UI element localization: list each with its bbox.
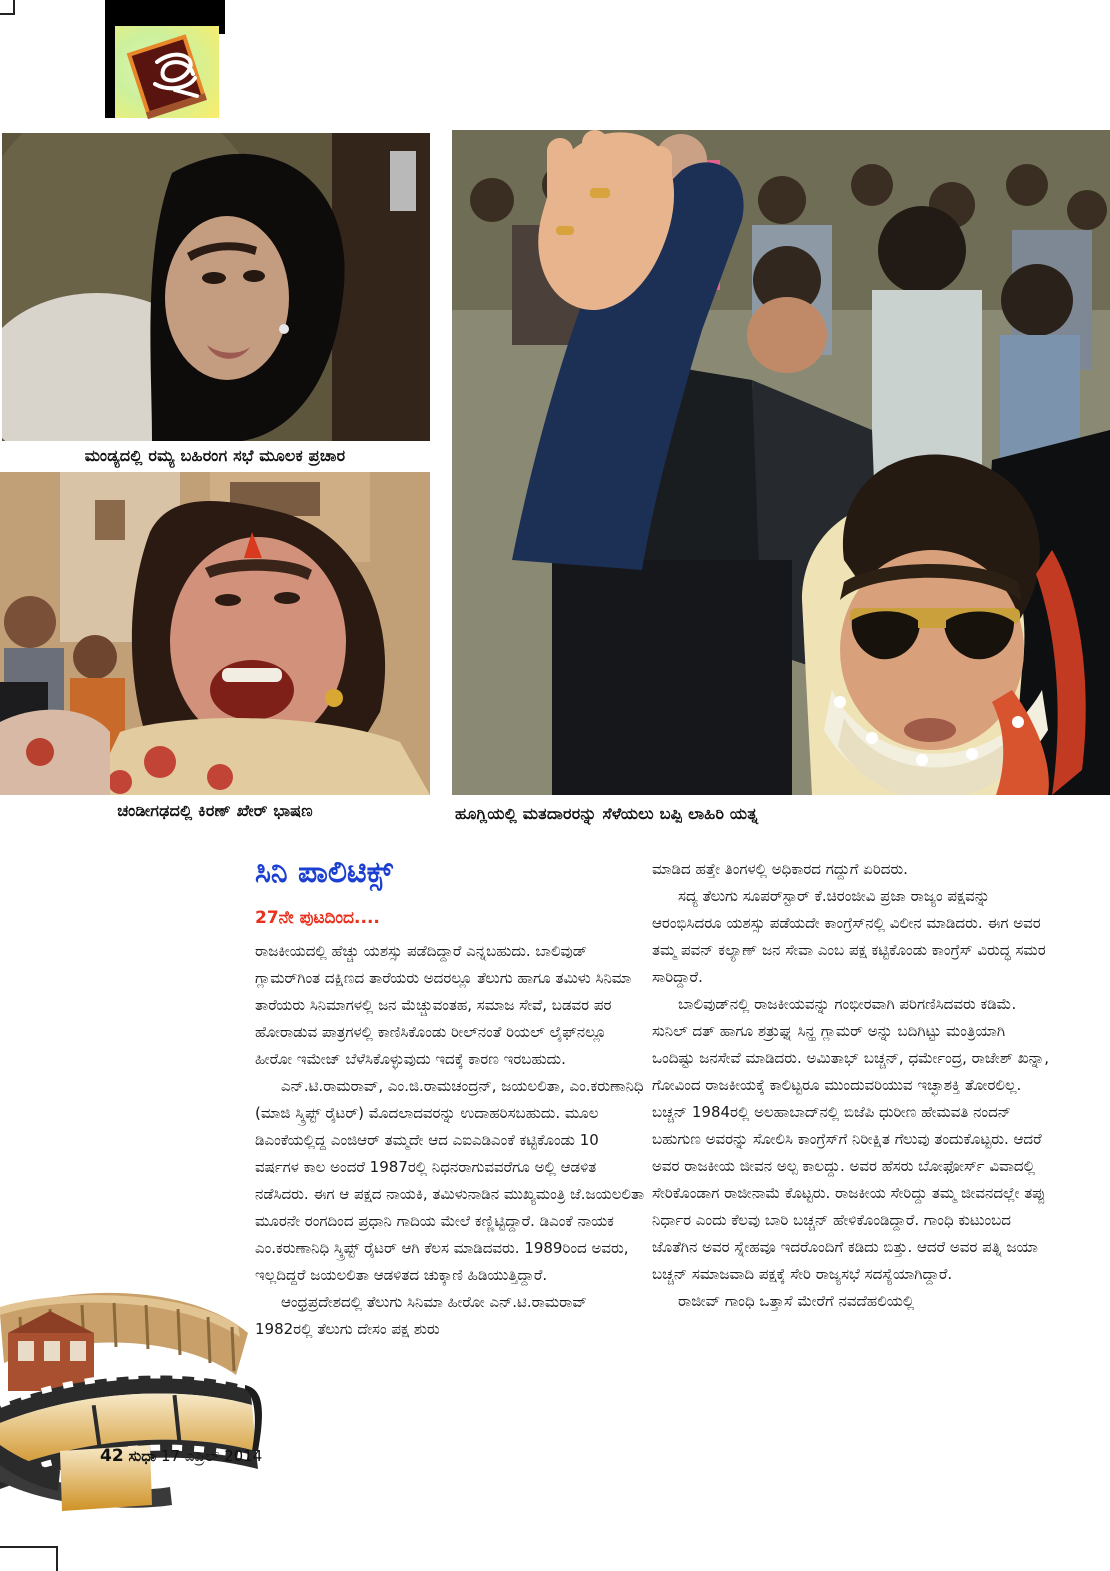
page-number: 42: [100, 1446, 124, 1466]
article-headline: ಸಿನಿ ಪಾಲಿಟಿಕ್ಸ್: [255, 855, 393, 890]
photo-caption-bappi: ಹೂಗ್ಲಿಯಲ್ಲಿ ಮತದಾರರನ್ನು ಸೆಳೆಯಲು ಬಪ್ಪಿ ಲಾಹಿರಿ ಯತ್ನ: [455, 804, 759, 823]
photo-caption-ramya: ಮಂಡ್ಯದಲ್ಲಿ ರಮ್ಯ ಬಹಿರಂಗ ಸಭೆ ಮೂಲಕ ಪ್ರಚಾರ: [84, 446, 346, 465]
issue-date: 17 ಎಪ್ರಿಲ್ 2014: [160, 1447, 263, 1465]
photo-ramya-campaign: [2, 133, 430, 441]
sudha-cinema-logo-icon: [105, 0, 225, 120]
ramya-photo-illustration: [2, 133, 430, 441]
parliament-filmstrip-icon: [0, 1255, 265, 1515]
parliament-filmstrip-illustration: [0, 1255, 265, 1515]
paragraph: ಆಂಧ್ರಪ್ರದೇಶದಲ್ಲಿ ತೆಲುಗು ಸಿನಿಮಾ ಹೀರೋ ಎನ್.ಟಿ.ರಾಮರಾವ್ 1982ರಲ್ಲಿ ತೆಲುಗು ದೇಸಂ ಪಕ್ಷ ಶುರು: [255, 1293, 587, 1338]
crop-mark-top-left: [0, 0, 15, 15]
kirron-photo-illustration: [0, 472, 430, 795]
paragraph: ರಾಜಕೀಯದಲ್ಲಿ ಹೆಚ್ಚು ಯಶಸ್ಸು ಪಡೆದಿದ್ದಾರೆ ಎನ್ನಬಹುದು. ಬಾಲಿವುಡ್ ಗ್ಲಾಮರ್‌ಗಿಂತ ದಕ್ಷಿಣದ ತಾರೆಯರು ಅದರಲ್ಲೂ ತೆಲುಗು ಹಾಗೂ ತಮಿಳು ಸಿನಿಮಾ ತಾರೆಯರು ಸಿನಿಮಾಗಳಲ್ಲಿ ಜನ ಮೆಚ್ಚುವಂತಹ, ಸಮಾಜ ಸೇವೆ, ಬಡವರ ಪರ ಹೋರಾಡುವ ಪಾತ್ರಗಳಲ್ಲಿ ಕಾಣಿಸಿಕೊಂಡು ರೀಲ್‌ನಂತೆ ರಿಯಲ್ ಲೈಫ್‌ನಲ್ಲೂ ಹೀರೋ ಇಮೇಜ್ ಬೆಳೆಸಿಕೊಳ್ಳುವುದು ಇದಕ್ಕೆ ಕಾರಣ ಇರಬಹುದು.: [255, 942, 632, 1068]
article-right-column: [652, 856, 1050, 1446]
paragraph: ಮಾಡಿದ ಹತ್ತೇ ತಿಂಗಳಲ್ಲಿ ಅಧಿಕಾರದ ಗದ್ದುಗೆ ಏರಿದರು.: [652, 860, 908, 878]
photo-kirron-kher: [0, 472, 430, 795]
paragraph: ರಾಜೀವ್ ಗಾಂಧಿ ಒತ್ತಾಸೆ ಮೇರೆಗೆ ನವದೆಹಲಿಯಲ್ಲಿ: [678, 1292, 915, 1310]
photo-bappi-lahiri: [452, 130, 1110, 795]
bappi-photo-illustration: [452, 130, 1110, 795]
paragraph: ಸದ್ಯ ತೆಲುಗು ಸೂಪರ್‌ಸ್ಟಾರ್ ಕೆ.ಚಿರಂಜೀವಿ ಪ್ರಜಾ ರಾಜ್ಯಂ ಪಕ್ಷವನ್ನು ಆರಂಭಿಸಿದರೂ ಯಶಸ್ಸು ಪಡೆಯದೇ ಕಾಂಗ್ರೆಸ್‌ನಲ್ಲಿ ವಿಲೀನ ಮಾಡಿದರು. ಈಗ ಅವರ ತಮ್ಮ ಪವನ್ ಕಲ್ಯಾಣ್ ಜನ ಸೇವಾ ಎಂಬ ಪಕ್ಷ ಕಟ್ಟಿಕೊಂಡು ಕಾಂಗ್ರೆಸ್ ವಿರುದ್ಧ ಸಮರ ಸಾರಿದ್ದಾರೆ.: [652, 887, 1046, 986]
paragraph: ಎನ್.ಟಿ.ರಾಮರಾವ್, ಎಂ.ಜಿ.ರಾಮಚಂದ್ರನ್, ಜಯಲಲಿತಾ, ಎಂ.ಕರುಣಾನಿಧಿ (ಮಾಜಿ ಸ್ಕ್ರಿಪ್ಟ್ ರೈಟರ್) ಮೊದಲಾದವರನ್ನು ಉದಾಹರಿಸಬಹುದು. ಮೂಲ ಡಿಎಂಕೆಯಲ್ಲಿದ್ದ ಎಂಜಿಆರ್ ತಮ್ಮದೇ ಆದ ಎಐಎಡಿಎಂಕೆ ಕಟ್ಟಿಕೊಂಡು 10 ವರ್ಷಗಳ ಕಾಲ ಅಂದರೆ 1987ರಲ್ಲಿ ನಿಧನರಾಗುವವರೆಗೂ ಅಲ್ಲಿ ಆಡಳಿತ ನಡೆಸಿದರು. ಈಗ ಆ ಪಕ್ಷದ ನಾಯಕಿ, ತಮಿಳುನಾಡಿನ ಮುಖ್ಯಮಂತ್ರಿ ಜೆ.ಜಯಲಲಿತಾ ಮೂರನೇ ರಂಗದಿಂದ ಪ್ರಧಾನಿ ಗಾದಿಯ ಮೇಲೆ ಕಣ್ಣಿಟ್ಟಿದ್ದಾರೆ. ಡಿಎಂಕೆ ನಾಯಕ ಎಂ.ಕರುಣಾನಿಧಿ ಸ್ಕ್ರಿಪ್ಟ್ ರೈಟರ್ ಆಗಿ ಕೆಲಸ ಮಾಡಿದವರು. 1989ರಿಂದ ಅವರು, ಇಲ್ಲದಿದ್ದರೆ ಜಯಲಲಿತಾ ಆಡಳಿತದ ಚುಕ್ಕಾಣಿ ಹಿಡಿಯುತ್ತಿದ್ದಾರೆ.: [255, 1077, 645, 1284]
page-footer: [100, 1446, 380, 1466]
photo-caption-kirron: ಚಂಡೀಗಢದಲ್ಲಿ ಕಿರಣ್ ಖೇರ್ ಭಾಷಣ: [117, 801, 313, 820]
paragraph: ಬಾಲಿವುಡ್‌ನಲ್ಲಿ ರಾಜಕೀಯವನ್ನು ಗಂಭೀರವಾಗಿ ಪರಿಗಣಿಸಿದವರು ಕಡಿಮೆ. ಸುನಿಲ್ ದತ್ ಹಾಗೂ ಶತ್ರುಘ್ನ ಸಿನ್ಹ ಗ್ಲಾಮರ್ ಅನ್ನು ಬದಿಗಿಟ್ಟು ಮಂತ್ರಿಯಾಗಿ ಒಂದಿಷ್ಟು ಜನಸೇವೆ ಮಾಡಿದರು. ಅಮಿತಾಭ್ ಬಚ್ಚನ್, ಧರ್ಮೇಂದ್ರ, ರಾಜೇಶ್ ಖನ್ನಾ, ಗೋವಿಂದ ರಾಜಕೀಯಕ್ಕೆ ಕಾಲಿಟ್ಟರೂ ಮುಂದುವರಿಯುವ ಇಚ್ಛಾಶಕ್ತಿ ತೋರಲಿಲ್ಲ. ಬಚ್ಚನ್ 1984ರಲ್ಲಿ ಅಲಹಾಬಾದ್‌ನಲ್ಲಿ ಬಿಜೆಪಿ ಧುರೀಣ ಹೇಮವತಿ ನಂದನ್ ಬಹುಗುಣ ಅವರನ್ನು ಸೋಲಿಸಿ ಕಾಂಗ್ರೆಸ್‌ಗೆ ನಿರೀಕ್ಷಿತ ಗೆಲುವು ತಂದುಕೊಟ್ಟರು. ಆದರೆ ಅವರ ರಾಜಕೀಯ ಜೀವನ ಅಲ್ಪ ಕಾಲದ್ದು. ಅವರ ಹೆಸರು ಬೋಫೋರ್ಸ್ ವಿವಾದಲ್ಲಿ ಸೇರಿಕೊಂಡಾಗ ರಾಜೀನಾಮೆ ಕೊಟ್ಟರು. ರಾಜಕೀಯ ಸೇರಿದ್ದು ತಮ್ಮ ಜೀವನದಲ್ಲೇ ತಪ್ಪು ನಿರ್ಧಾರ ಎಂದು ಕೆಲವು ಬಾರಿ ಬಚ್ಚನ್ ಹೇಳಿಕೊಂಡಿದ್ದಾರೆ. ಗಾಂಧಿ ಕುಟುಂಬದ ಜೊತೆಗಿನ ಅವರ ಸ್ನೇಹವೂ ಇದರೊಂದಿಗೆ ಕಡಿದು ಬಿತ್ತು. ಆದರೆ ಅವರ ಪತ್ನಿ ಜಯಾ ಬಚ್ಚನ್ ಸಮಾಜವಾದಿ ಪಕ್ಷಕ್ಕೆ ಸೇರಿ ರಾಜ್ಯಸಭೆ ಸದಸ್ಯೆಯಾಗಿದ್ದಾರೆ.: [652, 995, 1050, 1283]
magazine-logo: [105, 0, 225, 120]
continued-from-label: 27ನೇ ಪುಟದಿಂದ....: [255, 908, 380, 928]
crop-mark-bottom-left: [0, 1546, 58, 1571]
article-left-column: [255, 938, 647, 1440]
magazine-name: ಸುಧಾ: [128, 1447, 157, 1465]
